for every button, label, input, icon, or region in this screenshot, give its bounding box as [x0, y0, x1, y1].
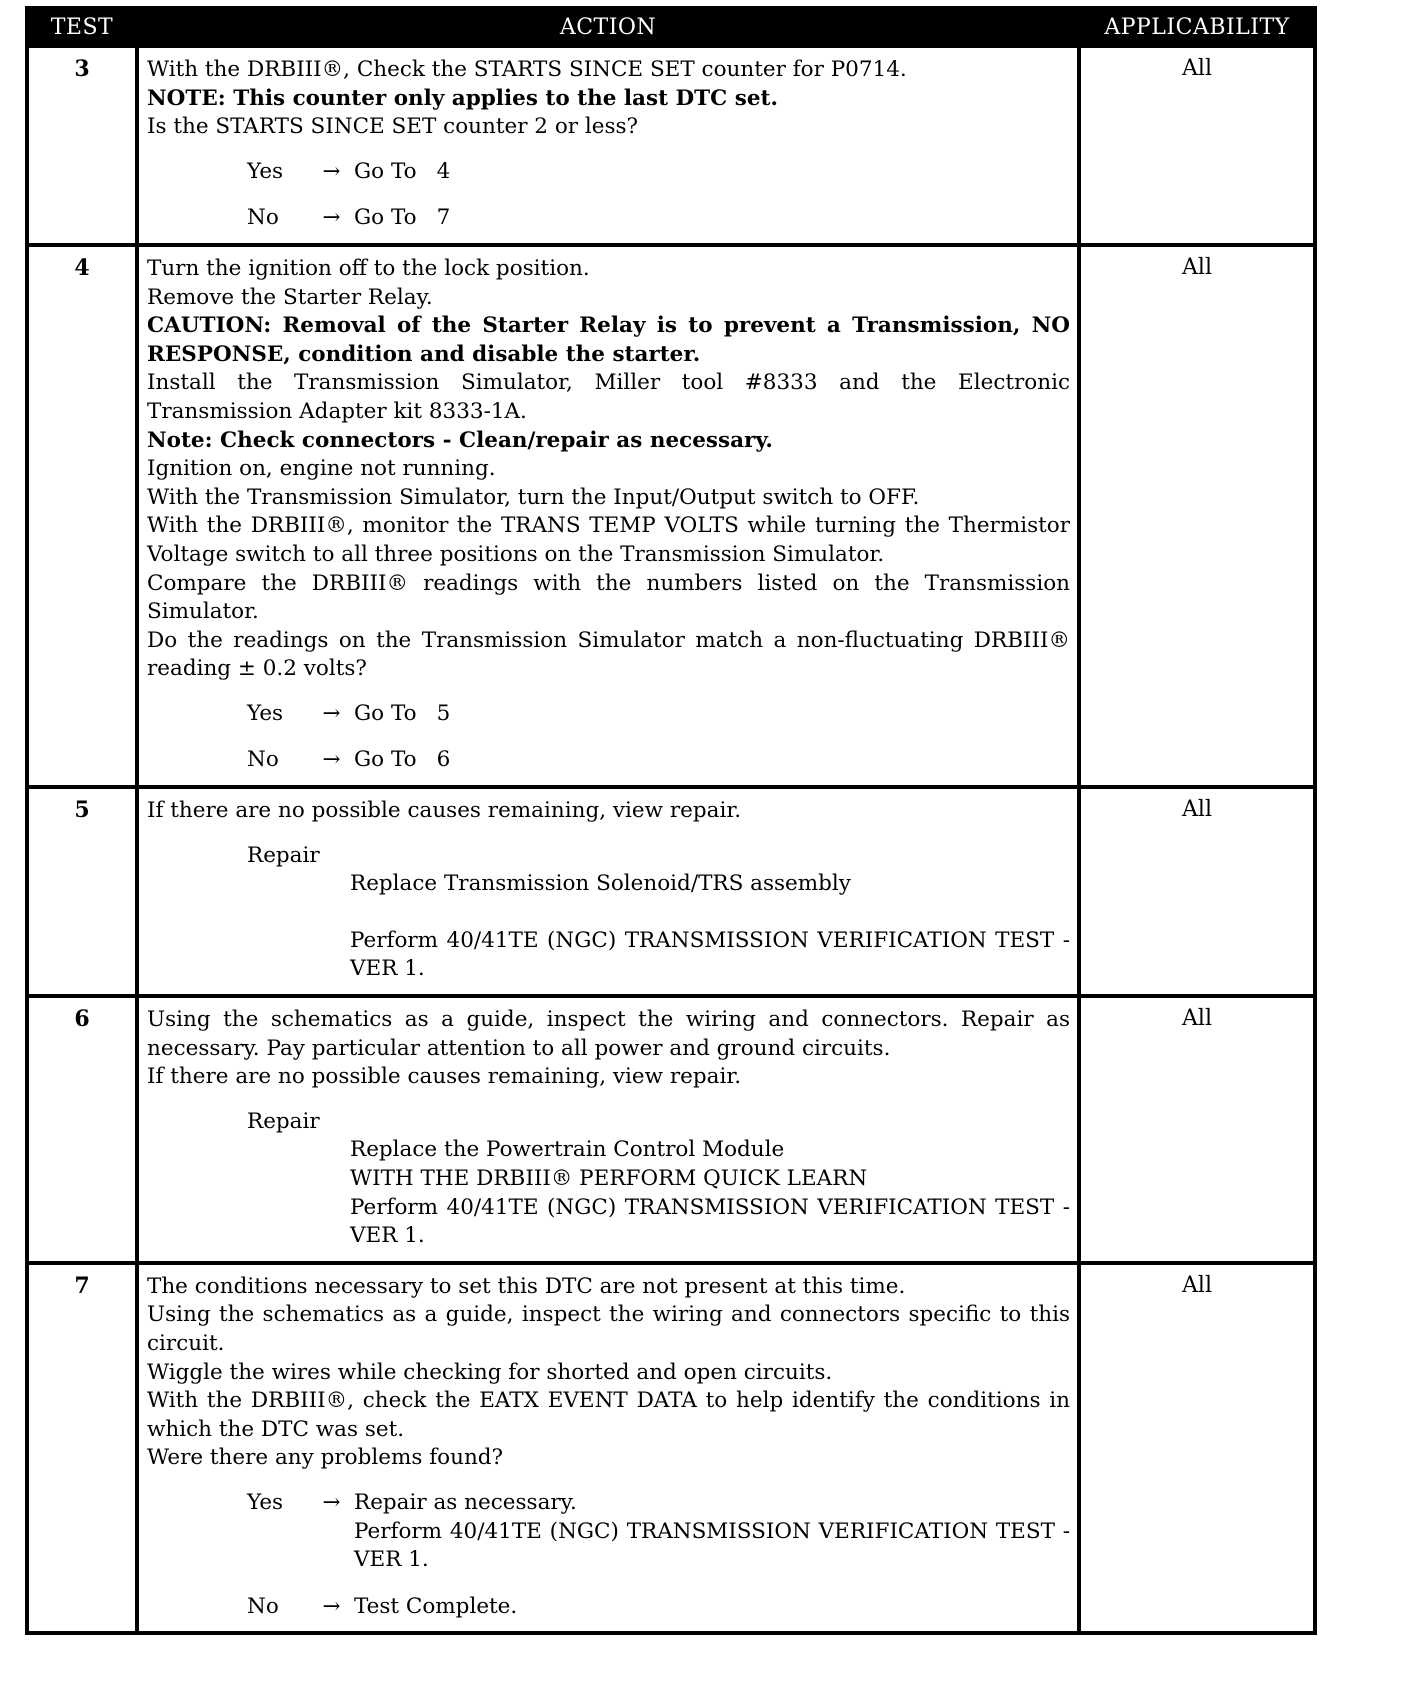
- goto-target: 7: [436, 205, 451, 231]
- arrow-icon: →: [322, 158, 341, 184]
- goto-target: 5: [436, 700, 451, 726]
- yes-branch: [147, 700, 1070, 729]
- yes-label: Yes: [247, 1489, 284, 1515]
- diagnostic-table-page: [25, 6, 1317, 1635]
- test-row-5: [27, 787, 1315, 996]
- yes-label: Yes: [247, 700, 284, 726]
- yes-branch: [147, 1489, 1070, 1575]
- repair-label: Repair: [247, 1108, 320, 1134]
- arrow-icon: →: [322, 205, 341, 231]
- repair-item: Replace Transmission Solenoid/TRS assembly: [350, 871, 851, 897]
- applicability-cell: All: [1079, 1263, 1315, 1634]
- arrow-icon: →: [322, 1489, 341, 1515]
- repair-label: Repair: [247, 842, 320, 868]
- question-line: Were there any problems found?: [147, 1445, 504, 1471]
- no-branch: [147, 1593, 1070, 1622]
- test-number: 5: [27, 787, 137, 996]
- action-cell: [137, 787, 1079, 996]
- repair-list: [350, 870, 1070, 984]
- arrow-icon: →: [322, 1593, 341, 1619]
- arrow-icon: →: [322, 747, 341, 773]
- applicability-cell: All: [1079, 46, 1315, 245]
- action-line: Compare the DRBIII® readings with the numbers listed on the Transmission Simulator.: [147, 570, 1070, 625]
- test-row-6: [27, 996, 1315, 1263]
- applicability-cell: All: [1079, 245, 1315, 787]
- action-line: Wiggle the wires while checking for shorted and open circuits.: [147, 1359, 833, 1385]
- action-line: Using the schematics as a guide, inspect the wiring and connectors specific to this circuit.: [147, 1302, 1070, 1356]
- no-label: No: [247, 747, 279, 773]
- action-cell: [137, 245, 1079, 787]
- test-number: 3: [27, 46, 137, 245]
- action-line: Using the schematics as a guide, inspect the wiring and connectors. Repair as necessary. Pay particular attention to all power and ground circuits.: [147, 1007, 1070, 1061]
- action-line: Install the Transmission Simulator, Miller tool #8333 and the Electronic Transmission Adapter kit 8333-1A.: [147, 370, 1070, 424]
- caution-line: CAUTION: Removal of the Starter Relay is to prevent a Transmission, NO RESPONSE, condition and disable the starter.: [147, 313, 1070, 367]
- action-line: With the DRBIII®, Check the STARTS SINCE SET counter for P0714.: [147, 57, 907, 82]
- header-applicability: APPLICABILITY: [1079, 8, 1315, 46]
- action-cell: [137, 1263, 1079, 1634]
- test-number: 7: [27, 1263, 137, 1634]
- action-line: With the DRBIII®, check the EATX EVENT DATA to help identify the conditions in which the DTC was set.: [147, 1388, 1070, 1442]
- action-line: If there are no possible causes remaining, view repair.: [147, 1064, 742, 1090]
- note-line: NOTE: This counter only applies to the last DTC set.: [147, 85, 778, 111]
- test-row-3: [27, 46, 1315, 245]
- no-label: No: [247, 205, 279, 231]
- test-number: 4: [27, 245, 137, 787]
- yes-result: Repair as necessary.: [354, 1489, 577, 1515]
- repair-item: WITH THE DRBIII® PERFORM QUICK LEARN: [350, 1166, 868, 1191]
- diagnostic-test-table: [25, 6, 1317, 1635]
- repair-item: Perform 40/41TE (NGC) TRANSMISSION VERIFICATION TEST - VER 1.: [350, 1194, 1070, 1249]
- goto-label: Go To: [354, 205, 417, 231]
- repair-list: [350, 1136, 1070, 1250]
- header-test: TEST: [27, 8, 137, 46]
- no-label: No: [247, 1593, 279, 1619]
- action-line: The conditions necessary to set this DTC are not present at this time.: [147, 1273, 906, 1299]
- arrow-icon: →: [322, 700, 341, 726]
- test-row-4: [27, 245, 1315, 787]
- action-line: If there are no possible causes remaining, view repair.: [147, 798, 742, 824]
- applicability-cell: All: [1079, 996, 1315, 1263]
- question-line: Is the STARTS SINCE SET counter 2 or less?: [147, 114, 639, 140]
- no-result: Test Complete.: [354, 1593, 518, 1619]
- goto-label: Go To: [354, 700, 417, 726]
- action-line: With the DRBIII®, monitor the TRANS TEMP VOLTS while turning the Thermistor Voltage switch to all three positions on the Transmission Simulator.: [147, 513, 1070, 567]
- action-line: With the Transmission Simulator, turn the Input/Output switch to OFF.: [147, 484, 920, 510]
- test-row-7: [27, 1263, 1315, 1634]
- question-line: Do the readings on the Transmission Simulator match a non-fluctuating DRBIII® reading ± 0.2 volts?: [147, 627, 1070, 682]
- yes-branch: [147, 158, 1070, 187]
- no-branch: [147, 746, 1070, 775]
- no-branch: [147, 204, 1070, 233]
- goto-label: Go To: [354, 747, 417, 773]
- table-header-row: [27, 8, 1315, 46]
- action-line: Remove the Starter Relay.: [147, 284, 433, 310]
- repair-item: Replace the Powertrain Control Module: [350, 1137, 785, 1163]
- note-line: Note: Check connectors - Clean/repair as necessary.: [147, 427, 773, 453]
- goto-label: Go To: [354, 158, 417, 184]
- applicability-cell: All: [1079, 787, 1315, 996]
- action-cell: [137, 46, 1079, 245]
- action-line: Ignition on, engine not running.: [147, 456, 496, 482]
- action-line: Turn the ignition off to the lock position.: [147, 255, 590, 281]
- yes-result: Perform 40/41TE (NGC) TRANSMISSION VERIFICATION TEST - VER 1.: [354, 1518, 1070, 1573]
- repair-item: Perform 40/41TE (NGC) TRANSMISSION VERIFICATION TEST - VER 1.: [350, 927, 1070, 982]
- header-action: ACTION: [137, 8, 1079, 46]
- test-number: 6: [27, 996, 137, 1263]
- action-cell: [137, 996, 1079, 1263]
- goto-target: 6: [436, 747, 451, 773]
- yes-label: Yes: [247, 158, 284, 184]
- goto-target: 4: [436, 158, 451, 184]
